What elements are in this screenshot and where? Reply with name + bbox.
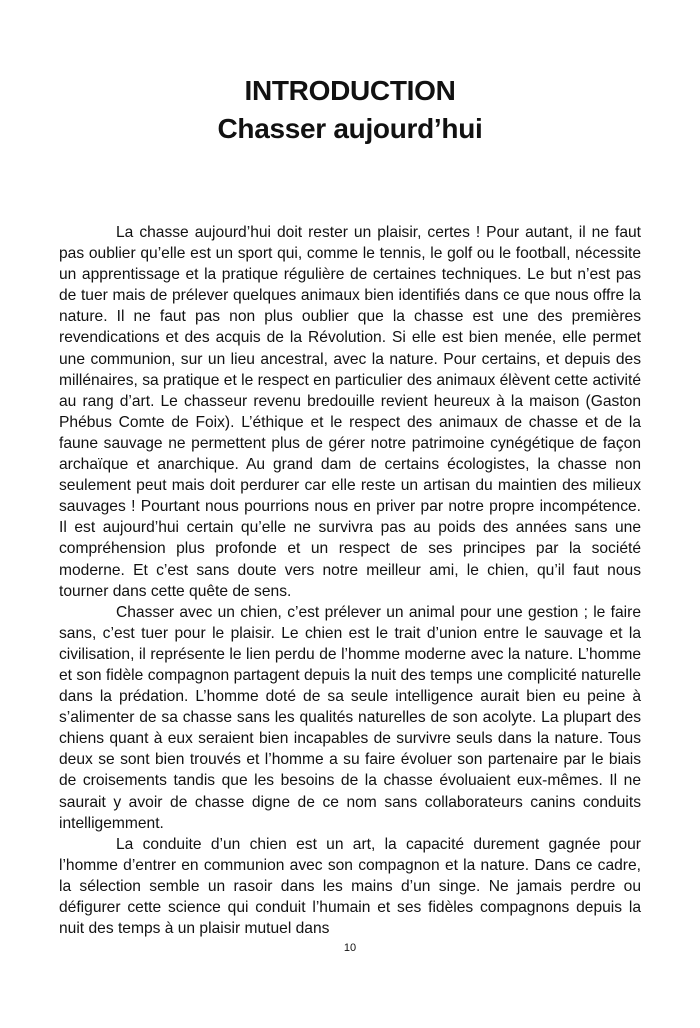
body-text [59,222,641,939]
chapter-title: Chasser aujourd’hui [217,113,483,144]
chapter-label: INTRODUCTION [244,75,456,106]
page-number: 10 [343,942,357,954]
paragraph: La conduite d’un chien est un art, la capacité durement gagnée pour l’homme d’entrer en communion avec son compagnon et la nature. Dans ce cadre, la sélection semble un rasoir dans les mains d’un singe. Ne jamais perdre ou défigurer cette science qui conduit l’humain et ses fidèles compagnons depuis la nuit des temps à un plaisir mutuel dans [59,835,641,938]
chapter-heading [59,72,641,148]
book-page [59,0,641,1028]
paragraph: Chasser avec un chien, c’est prélever un animal pour une gestion ; le faire sans, c’est tuer pour le plaisir. Le chien est le trait d’union entre le sauvage et la civilisation, il représente le lien perdu de l’homme moderne avec la nature. L’homme et son fidèle compagnon partagent depuis la nuit des temps une complicité naturelle dans la prédation. L’homme doté de sa seule intelligence aurait bien eu peine à s’alimenter de sa chasse sans les qualités naturelles de son acolyte. La plupart des chiens quant à eux seraient bien incapables de survivre seuls dans la nature. Tous deux se sont bien trouvés et l’homme a su faire évoluer son partenaire par le biais de croisements tandis que les besoins de la chasse évoluaient eux-mêmes. Il ne saurait y avoir de chasse digne de ce nom sans collaborateurs canins conduits intelligemment. [59,603,641,832]
paragraph: La chasse aujourd’hui doit rester un plaisir, certes ! Pour autant, il ne faut pas oublier qu’elle est un sport qui, comme le tennis, le golf ou le football, nécessite un apprentissage et la pratique régulière de certaines techniques. Le but n’est pas de tuer mais de prélever quelques animaux bien identifiés dans ce que nous offre la nature. Il ne faut pas non plus oublier que la chasse est une des premières revendications et des acquis de la Révolution. Si elle est bien menée, elle permet une communion, sur un lieu ancestral, avec la nature. Pour certains, et depuis des millénaires, sa pratique et le respect en particulier des animaux élèvent cette activité au rang d’art. Le chasseur revenu bredouille revient heureux à la maison (Gaston Phébus Comte de Foix). L’éthique et le respect des animaux de chasse et de la faune sauvage ne permettent plus de gérer notre patrimoine cynégétique de façon archaïque et anarchique. Au grand dam de certains écologistes, la chasse non seulement peut mais doit perdurer car elle reste un artisan du maintien des milieux sauvages ! Pourtant nous pourrions nous en priver par notre propre incompétence. Il est aujourd’hui certain qu’elle ne survivra pas au poids des années sans une compréhension plus profonde et un respect de ses principes par la société moderne. Et c’est sans doute vers notre meilleur ami, le chien, qu’il faut nous tourner dans cette quête de sens. [59,224,641,600]
